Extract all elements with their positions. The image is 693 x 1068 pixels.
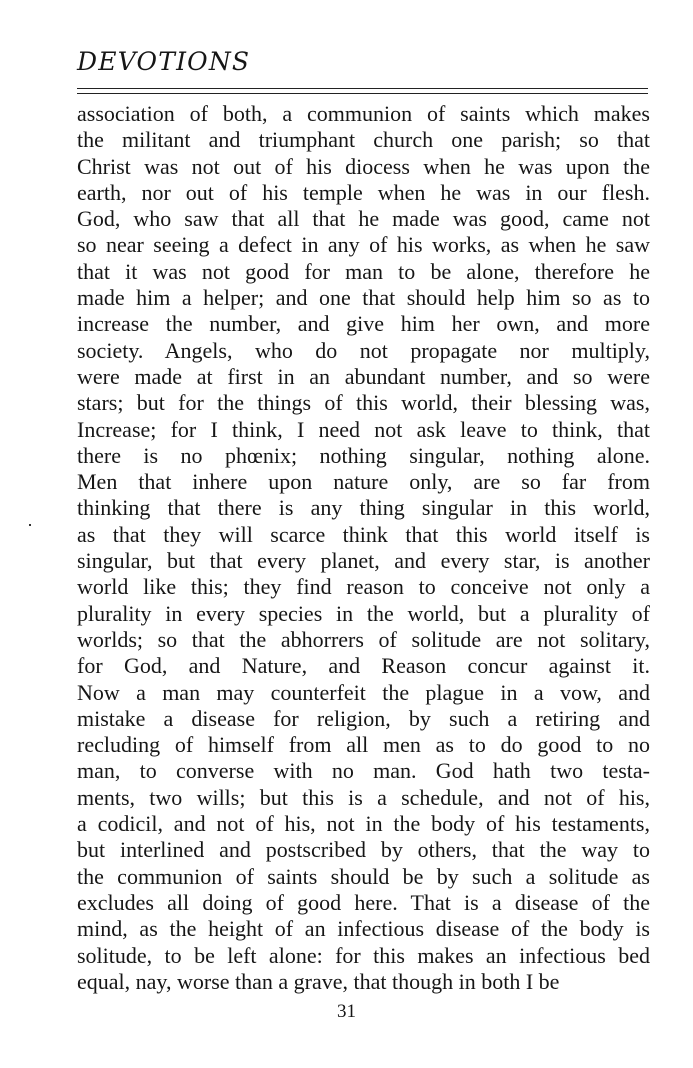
text-line: solitude, to be left alone: for this makes an infectious bed	[77, 942, 650, 968]
text-line: made him a helper; and one that should help him so as to	[77, 285, 650, 311]
text-line: there is no phœnix; nothing singular, nothing alone.	[77, 442, 650, 468]
text-line: the militant and triumphant church one parish; so that	[77, 127, 650, 153]
text-line: God, who saw that all that he made was good, came not	[77, 206, 650, 232]
text-line: mistake a disease for religion, by such a retiring and	[77, 705, 650, 731]
text-line: equal, nay, worse than a grave, that though in both I be	[77, 968, 560, 994]
header-rule-top	[77, 88, 648, 89]
text-line: for God, and Nature, and Reason concur against it.	[77, 653, 650, 679]
text-line: Now a man may counterfeit the plague in a vow, and	[77, 679, 650, 705]
text-line: thinking that there is any thing singular in this world,	[77, 495, 650, 521]
text-line: Men that inhere upon nature only, are so far from	[77, 469, 650, 495]
text-line: that it was not good for man to be alone, therefore he	[77, 258, 650, 284]
text-line: a codicil, and not of his, not in the body of his testaments,	[77, 811, 650, 837]
text-line: earth, nor out of his temple when he was in our flesh.	[77, 179, 650, 205]
margin-mark	[29, 524, 31, 526]
text-line: excludes all doing of good here. That is a disease of the	[77, 889, 650, 915]
running-header: DEVOTIONS	[77, 47, 251, 76]
text-line: the communion of saints should be by such a solitude as	[77, 863, 650, 889]
text-line: association of both, a communion of saints which makes	[77, 101, 650, 126]
text-line: singular, but that every planet, and every star, is another	[77, 548, 650, 574]
text-line: Christ was not out of his diocess when he was upon the	[77, 153, 650, 179]
text-line: as that they will scarce think that this world itself is	[77, 521, 650, 547]
text-line: increase the number, and give him her own, and more	[77, 311, 650, 337]
text-line: ments, two wills; but this is a schedule, and not of his,	[77, 784, 650, 810]
text-line: stars; but for the things of this world, their blessing was,	[77, 390, 650, 416]
text-line: society. Angels, who do not propagate nor multiply,	[77, 337, 650, 363]
text-line: plurality in every species in the world, but a plurality of	[77, 600, 650, 626]
text-line: were made at first in an abundant number, and so were	[77, 363, 650, 389]
text-line: worlds; so that the abhorrers of solitude are not solitary,	[77, 626, 650, 652]
text-line: recluding of himself from all men as to do good to no	[77, 732, 650, 758]
text-line: so near seeing a defect in any of his works, as when he saw	[77, 232, 650, 258]
header-rule-bottom	[77, 93, 648, 94]
body-text	[77, 101, 650, 995]
text-line: but interlined and postscribed by others, that the way to	[77, 837, 650, 863]
page-number: 31	[337, 1001, 356, 1022]
text-line: Increase; for I think, I need not ask leave to think, that	[77, 416, 650, 442]
text-line: world like this; they find reason to conceive not only a	[77, 574, 650, 600]
text-line: man, to converse with no man. God hath two testa-	[77, 758, 650, 784]
text-line: mind, as the height of an infectious disease of the body is	[77, 916, 650, 942]
